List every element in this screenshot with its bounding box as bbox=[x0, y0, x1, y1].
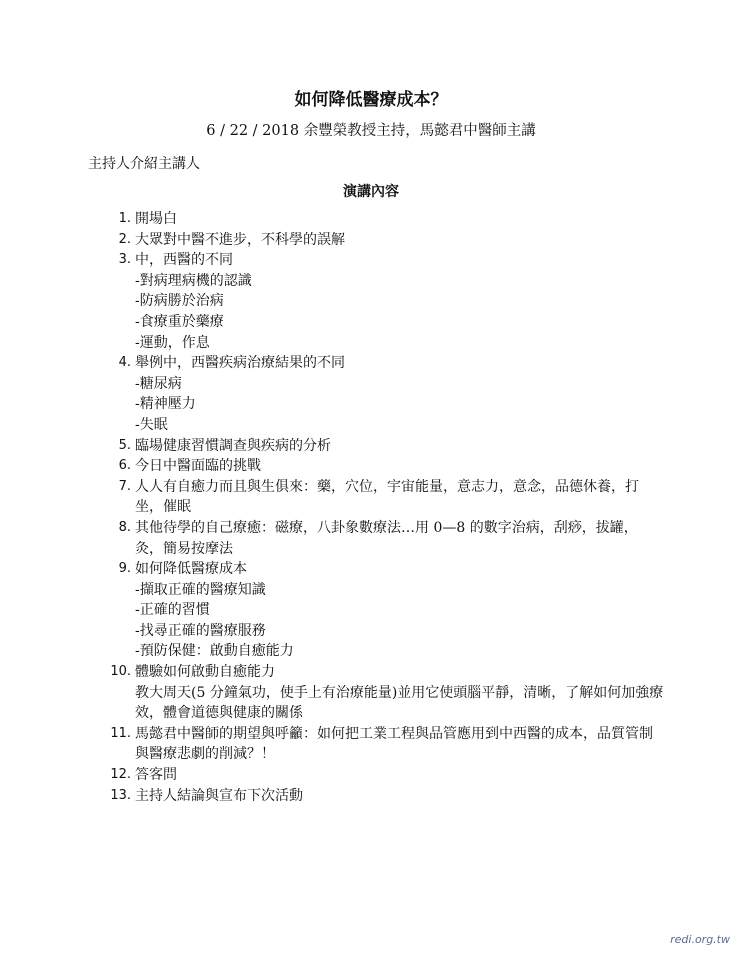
outline-item bbox=[104, 559, 664, 662]
outline-item-number: 12. bbox=[110, 767, 131, 783]
outline-item-body bbox=[135, 518, 664, 559]
outline-item-body bbox=[135, 724, 664, 765]
outline-subitem: -對病理病機的認識 bbox=[135, 272, 252, 289]
outline-subitem: -精神壓力 bbox=[135, 396, 196, 413]
outline-item bbox=[104, 786, 664, 807]
outline-item bbox=[104, 250, 664, 353]
outline-item-body bbox=[135, 353, 664, 435]
outline-subitems bbox=[135, 271, 664, 353]
outline-item-number: 13. bbox=[110, 787, 131, 803]
outline-subitem: -失眠 bbox=[135, 416, 168, 433]
outline-item-number: 11. bbox=[110, 725, 131, 741]
outline-item-text: 中，西醫的不同 bbox=[135, 252, 233, 269]
lecture-outline bbox=[104, 209, 664, 806]
outline-item-number: 7. bbox=[118, 478, 131, 494]
outline-item-number: 1. bbox=[118, 211, 131, 226]
outline-item bbox=[104, 662, 664, 724]
outline-item-text: 開場白 bbox=[135, 211, 177, 227]
outline-subitem: 教大周天(5 分鐘氣功，使手上有治療能量)並用它使頭腦平靜，清晰，了解如何加強療效，體會道德與健康的關係 bbox=[135, 684, 664, 722]
intro-line: 主持人介紹主講人 bbox=[88, 156, 200, 172]
outline-subitem: -運動，作息 bbox=[135, 334, 210, 351]
outline-item-body bbox=[135, 456, 664, 477]
outline-item bbox=[104, 477, 664, 518]
outline-item-number: 6. bbox=[118, 458, 131, 474]
outline-item-number: 3. bbox=[118, 252, 131, 268]
outline-item-number: 5. bbox=[118, 437, 131, 453]
outline-subitems bbox=[135, 374, 664, 436]
outline-item bbox=[104, 209, 664, 230]
outline-item bbox=[104, 230, 664, 251]
outline-item bbox=[104, 724, 664, 765]
outline-item-text: 答客問 bbox=[135, 767, 177, 784]
outline-item-text: 馬懿君中醫師的期望與呼籲：如何把工業工程與品管應用到中西醫的成本，品質管制與醫療悲劇的削減？！ bbox=[135, 725, 653, 763]
outline-subitem: -擷取正確的醫療知識 bbox=[135, 581, 266, 598]
outline-item-text: 其他待學的自己療癒：磁療，八卦象數療法…用 0—8 的數字治病，刮痧，拔罐，灸，簡易按摩法 bbox=[135, 519, 638, 557]
outline-subitem: -預防保健：啟動自癒能力 bbox=[135, 643, 294, 660]
outline-item-text: 今日中醫面臨的挑戰 bbox=[135, 458, 261, 475]
outline-subitem: -糖尿病 bbox=[135, 375, 182, 392]
outline-item-body bbox=[135, 209, 664, 230]
outline-item-text: 體驗如何啟動自癒能力 bbox=[135, 664, 275, 681]
outline-item-body bbox=[135, 559, 664, 662]
site-watermark: redi.org.tw bbox=[670, 933, 730, 946]
outline-item-text: 人人有自癒力而且與生俱來：藥，穴位，宇宙能量，意志力，意念，品德休養，打坐，催眠 bbox=[135, 478, 639, 516]
outline-item-number: 9. bbox=[118, 561, 131, 577]
page-title: 如何降低醫療成本？ bbox=[294, 90, 448, 110]
outline-item bbox=[104, 353, 664, 435]
outline-item bbox=[104, 436, 664, 457]
section-heading: 演講內容 bbox=[343, 184, 399, 200]
outline-subitems bbox=[135, 580, 664, 662]
outline-item-body bbox=[135, 662, 664, 724]
outline-item-number: 4. bbox=[118, 355, 131, 371]
outline-subitems bbox=[135, 683, 664, 724]
outline-item-body bbox=[135, 436, 664, 457]
outline-subitem: -防病勝於治病 bbox=[135, 293, 224, 310]
outline-item-text: 臨場健康習慣調查與疾病的分析 bbox=[135, 437, 331, 454]
outline-item-text: 舉例中，西醫疾病治療結果的不同 bbox=[135, 355, 345, 372]
outline-item bbox=[104, 456, 664, 477]
outline-item bbox=[104, 765, 664, 786]
outline-item bbox=[104, 518, 664, 559]
outline-subitem: -正確的習慣 bbox=[135, 602, 210, 619]
outline-item-number: 8. bbox=[118, 519, 131, 535]
outline-item-text: 主持人結論與宣布下次活動 bbox=[135, 787, 303, 804]
outline-subitem: -找尋正確的醫療服務 bbox=[135, 622, 266, 639]
outline-item-text: 大眾對中醫不進步，不科學的誤解 bbox=[135, 231, 345, 248]
outline-item-body bbox=[135, 765, 664, 786]
outline-item-number: 2. bbox=[118, 231, 131, 247]
event-subtitle: 6 / 22 / 2018 余豐榮教授主持，馬懿君中醫師主講 bbox=[206, 123, 536, 139]
outline-item-body bbox=[135, 786, 664, 807]
outline-item-body bbox=[135, 477, 664, 518]
outline-subitem: -食療重於藥療 bbox=[135, 313, 224, 330]
outline-item-body bbox=[135, 230, 664, 251]
outline-item-body bbox=[135, 250, 664, 353]
outline-item-number: 10. bbox=[110, 664, 131, 680]
outline-item-text: 如何降低醫療成本 bbox=[135, 561, 247, 578]
